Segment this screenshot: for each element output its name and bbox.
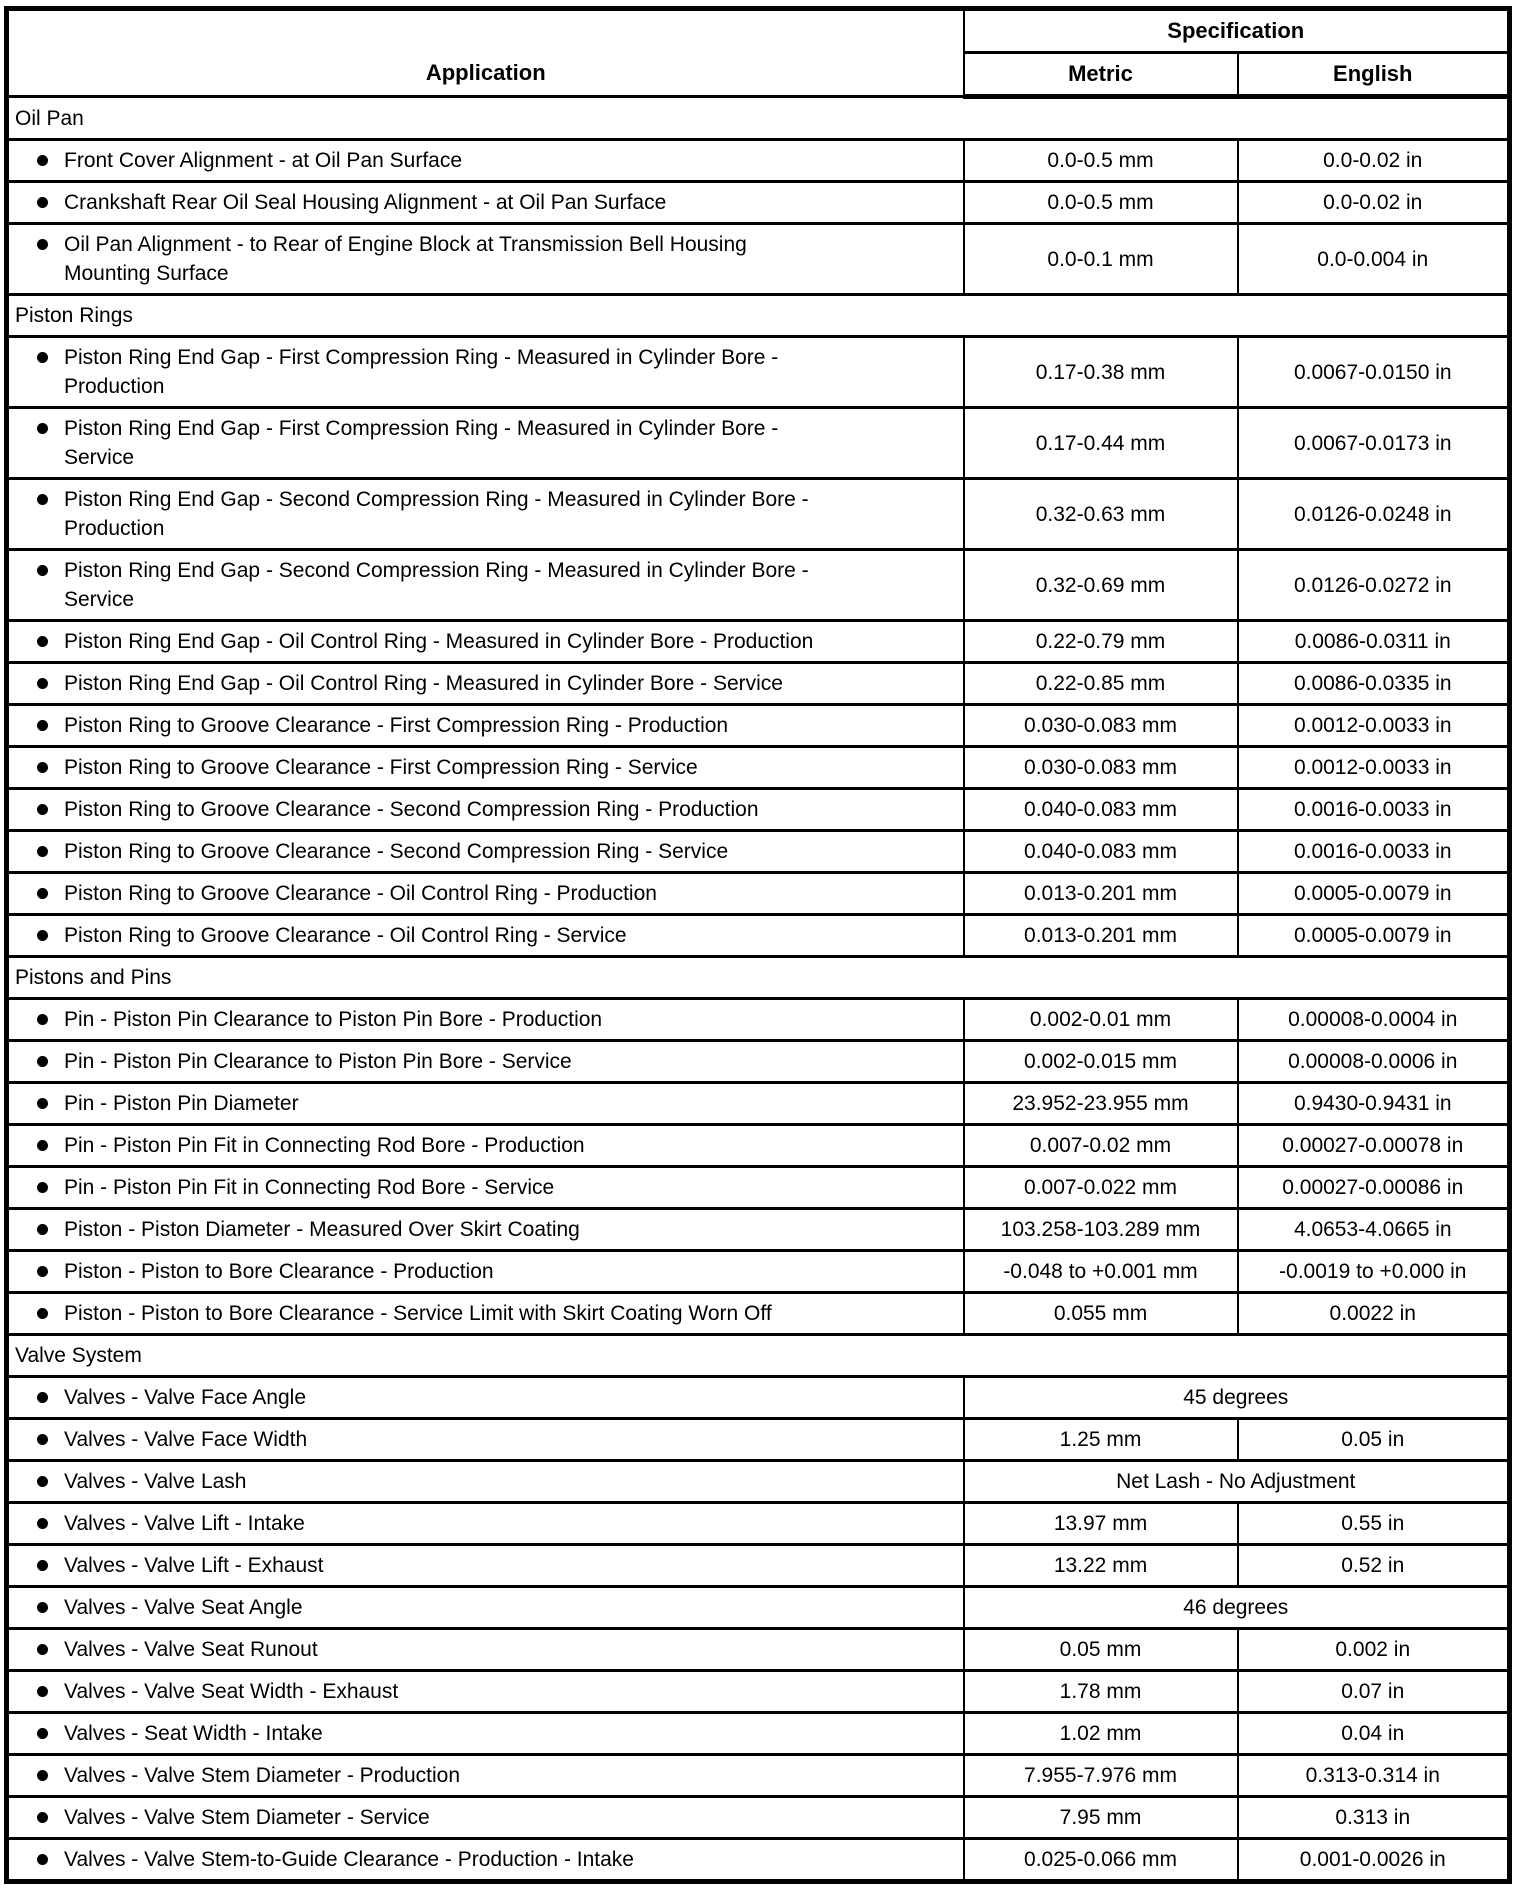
bullet-icon [37,1644,48,1655]
english-column-header: English [1238,53,1510,97]
bullet-icon [37,1392,48,1403]
table-row [7,1839,1510,1882]
metric-value: 0.040-0.083 mm [964,789,1238,831]
table-row [7,663,1510,705]
application-text: Pin - Piston Pin Fit in Connecting Rod Bore - Service [64,1176,555,1199]
bullet-icon [37,804,48,815]
english-value: 0.05 in [1238,1419,1510,1461]
metric-value: 0.013-0.201 mm [964,873,1238,915]
english-value: 0.0012-0.0033 in [1238,705,1510,747]
metric-value: 0.32-0.69 mm [964,550,1238,621]
bullet-icon [37,1728,48,1739]
application-column-header: Application [7,9,964,97]
english-value: 0.0016-0.0033 in [1238,789,1510,831]
application-text: Crankshaft Rear Oil Seal Housing Alignment - at Oil Pan Surface [64,191,667,214]
metric-value: 0.17-0.38 mm [964,337,1238,408]
section-header-row [7,1335,1510,1377]
application-text: Piston - Piston to Bore Clearance - Production [64,1260,494,1283]
section-title: Pistons and Pins [7,957,1510,999]
metric-value: 0.025-0.066 mm [964,1839,1238,1882]
section-header-row [7,295,1510,337]
table-row [7,140,1510,182]
application-text: Pin - Piston Pin Clearance to Piston Pin Bore - Service [64,1050,572,1073]
table-row [7,999,1510,1041]
bullet-icon [37,239,48,250]
table-row [7,1629,1510,1671]
table-row [7,1125,1510,1167]
table-row [7,224,1510,295]
english-value: 0.0067-0.0173 in [1238,408,1510,479]
application-text: Valves - Valve Seat Width - Exhaust [64,1680,399,1703]
application-cell [7,1293,964,1335]
metric-value: 0.040-0.083 mm [964,831,1238,873]
english-value: 0.001-0.0026 in [1238,1839,1510,1882]
table-row [7,873,1510,915]
bullet-icon [37,636,48,647]
english-value: 0.313 in [1238,1797,1510,1839]
application-cell [7,479,964,550]
application-text: Valves - Valve Face Width [64,1428,308,1451]
bullet-icon [37,352,48,363]
metric-value: 1.25 mm [964,1419,1238,1461]
english-value: 0.00027-0.00078 in [1238,1125,1510,1167]
application-cell [7,550,964,621]
english-value: 0.9430-0.9431 in [1238,1083,1510,1125]
table-row [7,1503,1510,1545]
table-row [7,1461,1510,1503]
application-text: Valves - Valve Face Angle [64,1386,307,1409]
application-text: Pin - Piston Pin Clearance to Piston Pin Bore - Production [64,1008,603,1031]
application-text: Piston Ring End Gap - Second Compression Ring - Measured in Cylinder Bore - Service [64,559,809,611]
metric-value: 23.952-23.955 mm [964,1083,1238,1125]
english-value: 0.0126-0.0272 in [1238,550,1510,621]
metric-column-header: Metric [964,53,1238,97]
metric-value: 0.0-0.5 mm [964,140,1238,182]
english-value: 4.0653-4.0665 in [1238,1209,1510,1251]
bullet-icon [37,1224,48,1235]
application-text: Oil Pan Alignment - to Rear of Engine Block at Transmission Bell Housing Mounting Surface [64,233,747,285]
metric-value: 0.007-0.022 mm [964,1167,1238,1209]
application-cell [7,1125,964,1167]
english-value: 0.0126-0.0248 in [1238,479,1510,550]
table-row [7,1377,1510,1419]
application-text: Valves - Valve Stem-to-Guide Clearance - Production - Intake [64,1848,634,1871]
application-cell [7,337,964,408]
bullet-icon [37,1854,48,1865]
application-text: Piston Ring End Gap - First Compression Ring - Measured in Cylinder Bore - Service [64,417,779,469]
metric-value: 0.002-0.015 mm [964,1041,1238,1083]
application-cell [7,1713,964,1755]
metric-value: 7.95 mm [964,1797,1238,1839]
bullet-icon [37,1476,48,1487]
application-cell [7,999,964,1041]
english-value: 0.0-0.02 in [1238,140,1510,182]
bullet-icon [37,423,48,434]
table-row [7,1251,1510,1293]
application-cell [7,1167,964,1209]
table-row [7,1671,1510,1713]
specification-span-value: 46 degrees [964,1587,1510,1629]
metric-value: 0.22-0.85 mm [964,663,1238,705]
application-cell [7,1377,964,1419]
english-value: 0.313-0.314 in [1238,1755,1510,1797]
application-text: Piston Ring to Groove Clearance - First Compression Ring - Service [64,756,698,779]
bullet-icon [37,1518,48,1529]
table-row [7,1083,1510,1125]
application-text: Piston Ring End Gap - Second Compression Ring - Measured in Cylinder Bore - Production [64,488,809,540]
metric-value: 13.97 mm [964,1503,1238,1545]
bullet-icon [37,678,48,689]
metric-value: 0.05 mm [964,1629,1238,1671]
application-cell [7,224,964,295]
application-text: Valves - Valve Stem Diameter - Production [64,1764,461,1787]
application-cell [7,789,964,831]
table-row [7,831,1510,873]
metric-value: 0.055 mm [964,1293,1238,1335]
application-cell [7,1671,964,1713]
application-cell [7,621,964,663]
english-value: 0.0086-0.0311 in [1238,621,1510,663]
bullet-icon [37,1182,48,1193]
application-text: Valves - Valve Seat Angle [64,1596,303,1619]
table-row [7,621,1510,663]
bullet-icon [37,1140,48,1151]
application-cell [7,663,964,705]
application-text: Valves - Valve Lift - Exhaust [64,1554,324,1577]
application-text: Piston - Piston Diameter - Measured Over Skirt Coating [64,1218,580,1241]
metric-value: 0.32-0.63 mm [964,479,1238,550]
specification-span-value: Net Lash - No Adjustment [964,1461,1510,1503]
bullet-icon [37,1308,48,1319]
metric-value: 1.78 mm [964,1671,1238,1713]
bullet-icon [37,155,48,166]
application-cell [7,182,964,224]
table-row [7,479,1510,550]
application-text: Piston Ring End Gap - First Compression Ring - Measured in Cylinder Bore - Production [64,346,779,398]
table-header [7,9,1510,97]
table-row [7,408,1510,479]
bullet-icon [37,846,48,857]
application-cell [7,831,964,873]
application-cell [7,1083,964,1125]
table-row [7,1713,1510,1755]
application-cell [7,1461,964,1503]
english-value: 0.55 in [1238,1503,1510,1545]
application-text: Piston Ring to Groove Clearance - First Compression Ring - Production [64,714,729,737]
application-text: Valves - Valve Stem Diameter - Service [64,1806,430,1829]
table-body [7,97,1510,1882]
metric-value: 0.0-0.1 mm [964,224,1238,295]
application-cell [7,873,964,915]
application-text: Piston Ring to Groove Clearance - Second Compression Ring - Service [64,840,729,863]
table-row [7,1545,1510,1587]
metric-value: -0.048 to +0.001 mm [964,1251,1238,1293]
metric-value: 0.030-0.083 mm [964,705,1238,747]
application-text: Valves - Seat Width - Intake [64,1722,323,1745]
bullet-icon [37,888,48,899]
bullet-icon [37,762,48,773]
table-row [7,1419,1510,1461]
application-cell [7,1629,964,1671]
english-value: 0.0016-0.0033 in [1238,831,1510,873]
english-value: 0.07 in [1238,1671,1510,1713]
table-row [7,1587,1510,1629]
english-value: 0.0012-0.0033 in [1238,747,1510,789]
application-cell [7,705,964,747]
section-title: Piston Rings [7,295,1510,337]
bullet-icon [37,1812,48,1823]
application-cell [7,1419,964,1461]
bullet-icon [37,197,48,208]
bullet-icon [37,494,48,505]
metric-value: 103.258-103.289 mm [964,1209,1238,1251]
application-cell [7,1503,964,1545]
table-row [7,705,1510,747]
specification-span-value: 45 degrees [964,1377,1510,1419]
metric-value: 13.22 mm [964,1545,1238,1587]
bullet-icon [37,720,48,731]
metric-value: 1.02 mm [964,1713,1238,1755]
english-value: 0.00008-0.0004 in [1238,999,1510,1041]
application-cell [7,1545,964,1587]
english-value: 0.0067-0.0150 in [1238,337,1510,408]
bullet-icon [37,1560,48,1571]
application-cell [7,1839,964,1882]
metric-value: 0.002-0.01 mm [964,999,1238,1041]
table-row [7,1755,1510,1797]
bullet-icon [37,565,48,576]
section-title: Valve System [7,1335,1510,1377]
bullet-icon [37,1056,48,1067]
application-text: Valves - Valve Lash [64,1470,247,1493]
table-row [7,1041,1510,1083]
bullet-icon [37,1098,48,1109]
table-row [7,1167,1510,1209]
section-header-row [7,97,1510,140]
application-text: Piston Ring to Groove Clearance - Oil Control Ring - Production [64,882,657,905]
bullet-icon [37,1014,48,1025]
bullet-icon [37,1602,48,1613]
application-text: Front Cover Alignment - at Oil Pan Surface [64,149,463,172]
english-value: 0.0-0.02 in [1238,182,1510,224]
english-value: 0.0005-0.0079 in [1238,915,1510,957]
english-value: 0.04 in [1238,1713,1510,1755]
bullet-icon [37,1266,48,1277]
application-text: Piston Ring End Gap - Oil Control Ring - Measured in Cylinder Bore - Service [64,672,783,695]
application-text: Piston Ring End Gap - Oil Control Ring - Measured in Cylinder Bore - Production [64,630,814,653]
application-cell [7,1755,964,1797]
metric-value: 0.17-0.44 mm [964,408,1238,479]
application-text: Piston Ring to Groove Clearance - Oil Control Ring - Service [64,924,627,947]
bullet-icon [37,1686,48,1697]
english-value: 0.0086-0.0335 in [1238,663,1510,705]
english-value: -0.0019 to +0.000 in [1238,1251,1510,1293]
english-value: 0.0022 in [1238,1293,1510,1335]
table-row [7,915,1510,957]
section-header-row [7,957,1510,999]
english-value: 0.0005-0.0079 in [1238,873,1510,915]
english-value: 0.00008-0.0006 in [1238,1041,1510,1083]
application-cell [7,1251,964,1293]
section-title: Oil Pan [7,97,1510,140]
table-row [7,1293,1510,1335]
application-text: Piston Ring to Groove Clearance - Second Compression Ring - Production [64,798,759,821]
table-row [7,337,1510,408]
application-text: Pin - Piston Pin Diameter [64,1092,299,1115]
application-text: Valves - Valve Lift - Intake [64,1512,305,1535]
application-cell [7,408,964,479]
bullet-icon [37,1434,48,1445]
english-value: 0.52 in [1238,1545,1510,1587]
metric-value: 0.22-0.79 mm [964,621,1238,663]
application-cell [7,1797,964,1839]
metric-value: 0.030-0.083 mm [964,747,1238,789]
application-cell [7,1587,964,1629]
application-text: Pin - Piston Pin Fit in Connecting Rod Bore - Production [64,1134,585,1157]
bullet-icon [37,1770,48,1781]
application-text: Piston - Piston to Bore Clearance - Service Limit with Skirt Coating Worn Off [64,1302,772,1325]
application-text: Valves - Valve Seat Runout [64,1638,318,1661]
table-row [7,1797,1510,1839]
metric-value: 0.007-0.02 mm [964,1125,1238,1167]
english-value: 0.0-0.004 in [1238,224,1510,295]
metric-value: 0.0-0.5 mm [964,182,1238,224]
table-row [7,182,1510,224]
table-row [7,789,1510,831]
bullet-icon [37,930,48,941]
metric-value: 7.955-7.976 mm [964,1755,1238,1797]
specification-table [4,6,1512,1884]
english-value: 0.002 in [1238,1629,1510,1671]
application-cell [7,915,964,957]
application-cell [7,140,964,182]
application-cell [7,1209,964,1251]
application-cell [7,747,964,789]
english-value: 0.00027-0.00086 in [1238,1167,1510,1209]
table-row [7,550,1510,621]
table-row [7,747,1510,789]
specification-column-group-header: Specification [964,9,1510,53]
table-row [7,1209,1510,1251]
metric-value: 0.013-0.201 mm [964,915,1238,957]
application-cell [7,1041,964,1083]
